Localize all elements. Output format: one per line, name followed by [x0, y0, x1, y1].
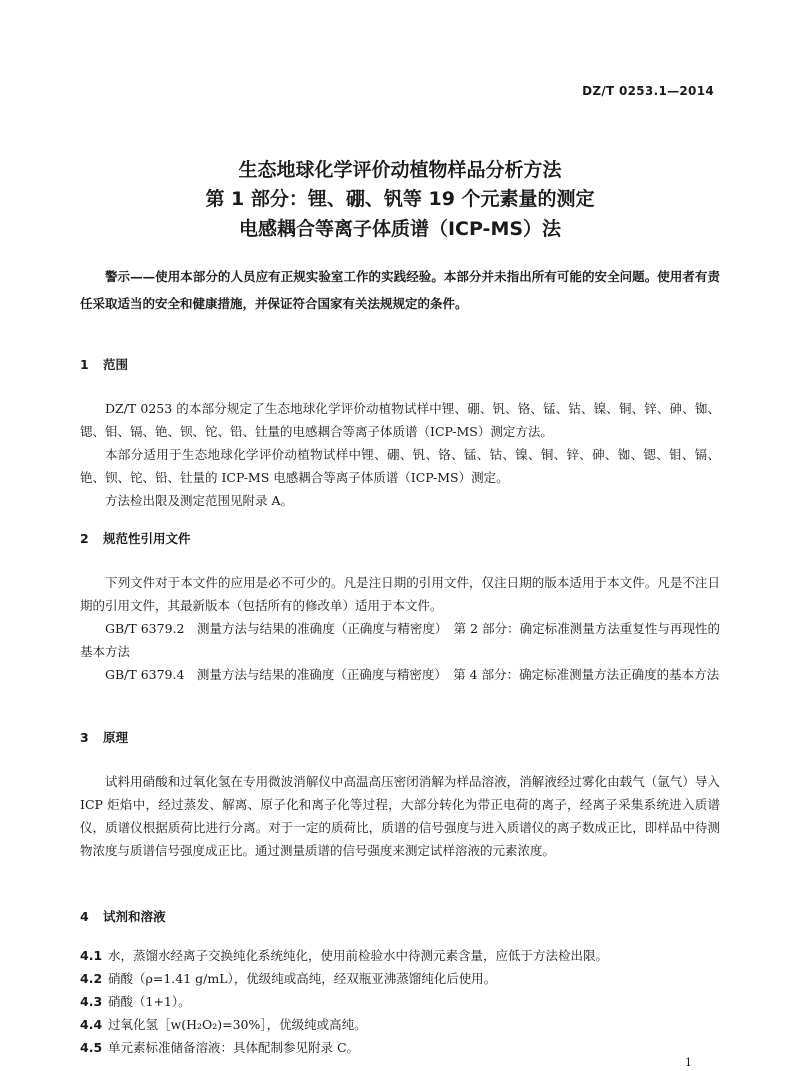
item-number: 4.5: [80, 1040, 103, 1055]
list-item: [80, 1036, 720, 1059]
section-heading-4: [80, 907, 166, 925]
paragraph: 试料用硝酸和过氧化氢在专用微波消解仪中高温高压密闭消解为样品溶液，消解液经过雾化由载气（氩气）导入 ICP 炬焰中，经过蒸发、解离、原子化和离子化等过程，大部分转化为带正电荷的离子，经离子采集系统进入质谱仪，质谱仪根据质荷比进行分离。对于一定的质荷比，质谱的信号强度与进入质谱仪的离子数成正比，即样品中待测物浓度与质谱信号强度成正比。通过测量质谱的信号强度来测定试样溶液的元素浓度。: [80, 774, 720, 858]
section-number: 4: [80, 909, 89, 924]
reference-item: GB/T 6379.4 测量方法与结果的准确度（正确度与精密度） 第 4 部分：确定标准测量方法正确度的基本方法: [105, 667, 720, 682]
section-1-body: [80, 397, 720, 512]
section-title: 原理: [103, 730, 129, 745]
list-item: [80, 990, 720, 1013]
section-3-body: [80, 770, 720, 862]
reference-item: GB/T 6379.2 测量方法与结果的准确度（正确度与精密度） 第 2 部分：确定标准测量方法重复性与再现性的基本方法: [80, 621, 720, 659]
reagent-list: [80, 944, 720, 1059]
title-line-2: 第 1 部分：锂、硼、钒等 19 个元素量的测定: [205, 188, 595, 210]
section-2-body: [80, 571, 720, 686]
warning-notice: 警示——使用本部分的人员应有正规实验室工作的实践经验。本部分并未指出所有可能的安全问题。使用者有责任采取适当的安全和健康措施，并保证符合国家有关法规规定的条件。: [80, 269, 720, 311]
item-text: 单元素标准储备溶液：具体配制参见附录 C。: [108, 1040, 360, 1055]
paragraph: 方法检出限及测定范围见附录 A。: [105, 493, 294, 508]
title-line-3: 电感耦合等离子体质谱（ICP-MS）法: [238, 218, 562, 240]
item-text: 硝酸（1+1）。: [108, 994, 191, 1009]
section-number: 3: [80, 730, 89, 745]
item-number: 4.4: [80, 1017, 103, 1032]
list-item: [80, 944, 720, 967]
paragraph: 下列文件对于本文件的应用是必不可少的。凡是注日期的引用文件，仅注日期的版本适用于本文件。凡是不注日期的引用文件，其最新版本（包括所有的修改单）适用于本文件。: [80, 575, 720, 613]
item-number: 4.1: [80, 948, 103, 963]
item-number: 4.3: [80, 994, 103, 1009]
paragraph: 本部分适用于生态地球化学评价动植物试样中锂、硼、钒、铬、锰、钴、镍、铜、锌、砷、铷、锶、钼、镉、铯、钡、铊、铅、钍量的 ICP-MS 电感耦合等离子体质谱（ICP-MS）测定。: [80, 447, 720, 485]
section-title: 试剂和溶液: [103, 909, 166, 924]
page-number: 1: [685, 1056, 692, 1069]
section-heading-2: [80, 529, 191, 547]
standard-number: DZ/T 0253.1—2014: [582, 84, 714, 98]
title-line-1: 生态地球化学评价动植物样品分析方法: [238, 159, 562, 181]
section-title: 规范性引用文件: [103, 531, 191, 546]
item-text: 水，蒸馏水经离子交换纯化系统纯化，使用前检验水中待测元素含量，应低于方法检出限。: [108, 948, 609, 963]
paragraph: DZ/T 0253 的本部分规定了生态地球化学评价动植物试样中锂、硼、钒、铬、锰、钴、镍、铜、锌、砷、铷、锶、钼、镉、铯、钡、铊、铅、钍量的电感耦合等离子体质谱（ICP-MS）测定方法。: [80, 401, 720, 439]
item-number: 4.2: [80, 971, 103, 986]
section-number: 1: [80, 357, 89, 372]
section-heading-3: [80, 728, 128, 746]
item-text: 硝酸（ρ=1.41 g/mL），优级纯或高纯，经双瓶亚沸蒸馏纯化后使用。: [108, 971, 497, 986]
item-text: 过氧化氢［w(H₂O₂)=30%］，优级纯或高纯。: [108, 1017, 367, 1032]
section-title: 范围: [103, 357, 129, 372]
section-number: 2: [80, 531, 89, 546]
list-item: [80, 1013, 720, 1036]
section-heading-1: [80, 355, 128, 373]
list-item: [80, 967, 720, 990]
